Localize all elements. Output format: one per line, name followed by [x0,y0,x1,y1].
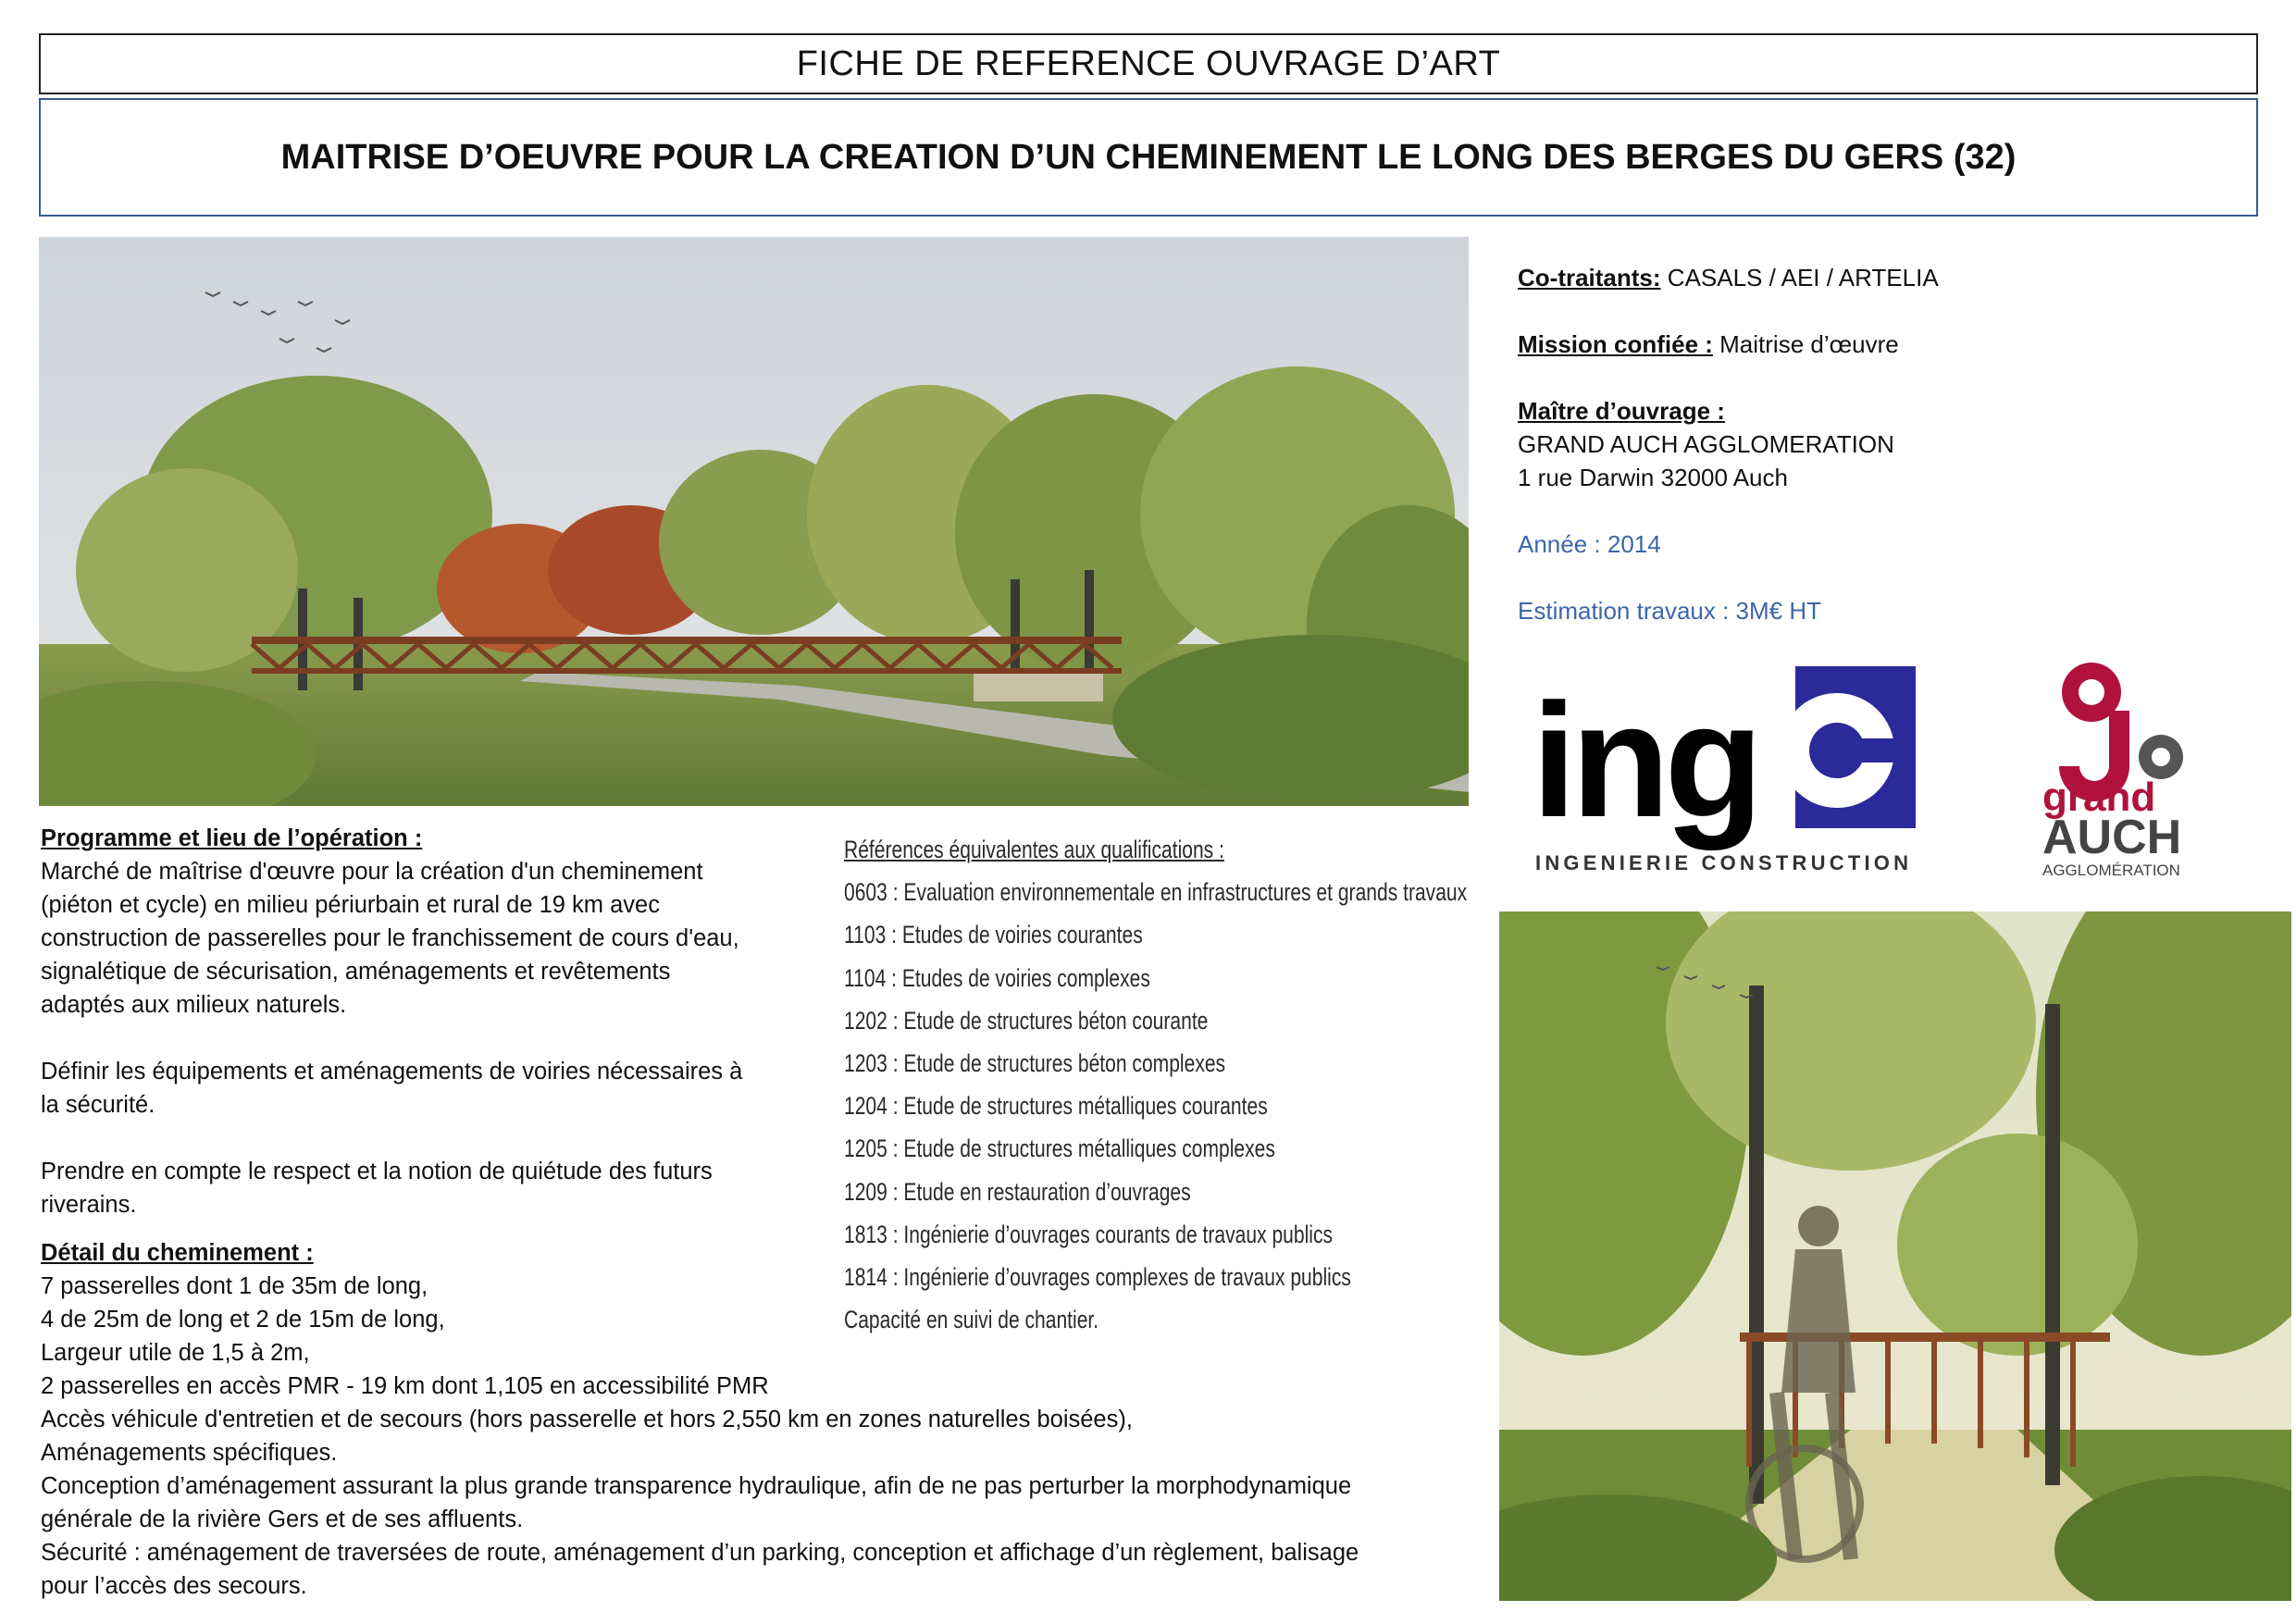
reference-item: 1203 : Etude de structures béton complexes [844,1049,1226,1078]
cotraitants-line [1518,261,1939,294]
mission-value: Maitrise d’œuvre [1712,330,1899,358]
grand-auch-logo-line3: AGGLOMÉRATION [2042,862,2180,879]
ingc-logo-text: ing [1532,671,1758,851]
ingc-logo [1532,666,1916,884]
detail-line: 4 de 25m de long et 2 de 15m de long, [41,1307,445,1333]
reference-item: 1814 : Ingénierie d’ouvrages complexes de travaux publics [844,1263,1351,1292]
references-title: Références équivalentes aux qualifications : [844,836,1224,863]
programme-text-line: signalétique de sécurisation, aménagements et revêtements [41,959,671,985]
reference-item: Capacité en suivi de chantier. [844,1306,1099,1334]
reference-item: 1813 : Ingénierie d’ouvrages courants de travaux publics [844,1220,1334,1248]
footbridge-cyclist-image [1499,911,2291,1601]
programme-text-line: Marché de maîtrise d'œuvre pour la création d'un cheminement [41,859,703,885]
cotraitants-label: Co-traitants: [1518,264,1661,291]
ingc-logo-subtitle: INGENIERIE CONSTRUCTION [1535,851,1910,874]
reference-item: 0603 : Evaluation environnementale en infrastructures et grands travaux [844,878,1468,907]
programme-text-line: riverains. [41,1192,137,1218]
reference-item: 1202 : Etude de structures béton courante [844,1006,1209,1035]
programme-text-line: construction de passerelles pour le franchissement de cours d'eau, [41,925,739,951]
programme-title: Programme et lieu de l’opération : [41,825,423,851]
mission-label: Mission confiée : [1518,330,1713,358]
maitre-name: GRAND AUCH AGGLOMERATION [1518,430,1894,458]
programme-text-line: la sécurité. [41,1092,155,1118]
footbridge-rendering-image [39,237,1469,806]
reference-item: 1205 : Etude de structures métalliques complexes [844,1134,1275,1163]
grand-auch-logo-line1: grand [2042,775,2156,820]
detail-line: 7 passerelles dont 1 de 35m de long, [41,1273,428,1299]
programme-text-line: (piéton et cycle) en milieu périurbain et rural de 19 km avec [41,892,660,918]
reference-item: 1204 : Etude de structures métalliques courantes [844,1092,1268,1121]
document-title: FICHE DE REFERENCE OUVRAGE D’ART [39,33,2258,94]
references-section [844,828,1467,1341]
detail-title: Détail du cheminement : [41,1240,314,1266]
detail-line: Accès véhicule d'entretien et de secours (hors passerelle et hors 2,550 km en zones naturelles boisées), [41,1407,1133,1432]
grand-auch-logo-line2: AUCH [2042,811,2182,864]
reference-item: 1104 : Etudes de voiries complexes [844,963,1150,992]
maitre-ouvrage-block [1518,394,1894,494]
programme-text-line: adaptés aux milieux naturels. [41,992,347,1018]
detail-line: pour l’accès des secours. [41,1573,307,1599]
programme-section [41,822,818,1221]
grand-auch-logo [2041,655,2207,886]
cotraitants-value: CASALS / AEI / ARTELIA [1660,264,1939,291]
document-subtitle: MAITRISE D’OEUVRE POUR LA CREATION D’UN CHEMINEMENT LE LONG DES BERGES DU GERS (32) [39,98,2258,217]
detail-line: Conception d’aménagement assurant la plus grande transparence hydraulique, afin de ne pas perturber la morphodynamique [41,1473,1352,1499]
detail-line: 2 passerelles en accès PMR - 19 km dont 1,105 en accessibilité PMR [41,1373,769,1399]
detail-line: générale de la rivière Gers et de ses affluents. [41,1506,524,1532]
detail-line: Aménagements spécifiques. [41,1440,338,1466]
maitre-address: 1 rue Darwin 32000 Auch [1518,464,1788,491]
estimation-text: Estimation travaux : 3M€ HT [1518,597,1821,625]
reference-item: 1103 : Etudes de voiries courantes [844,921,1143,949]
programme-text-line: Prendre en compte le respect et la notion de quiétude des futurs [41,1159,713,1184]
reference-item: 1209 : Etude en restauration d’ouvrages [844,1177,1191,1206]
detail-line: Sécurité : aménagement de traversées de route, aménagement d’un parking, conception et affichage d’un règlement, balisage [41,1540,1359,1566]
mission-line [1518,328,1899,361]
maitre-label: Maître d’ouvrage : [1518,397,1725,425]
programme-text-line: Définir les équipements et aménagements de voiries nécessaires à [41,1059,743,1085]
annee-text: Année : 2014 [1518,530,1661,558]
detail-line: Largeur utile de 1,5 à 2m, [41,1340,310,1366]
